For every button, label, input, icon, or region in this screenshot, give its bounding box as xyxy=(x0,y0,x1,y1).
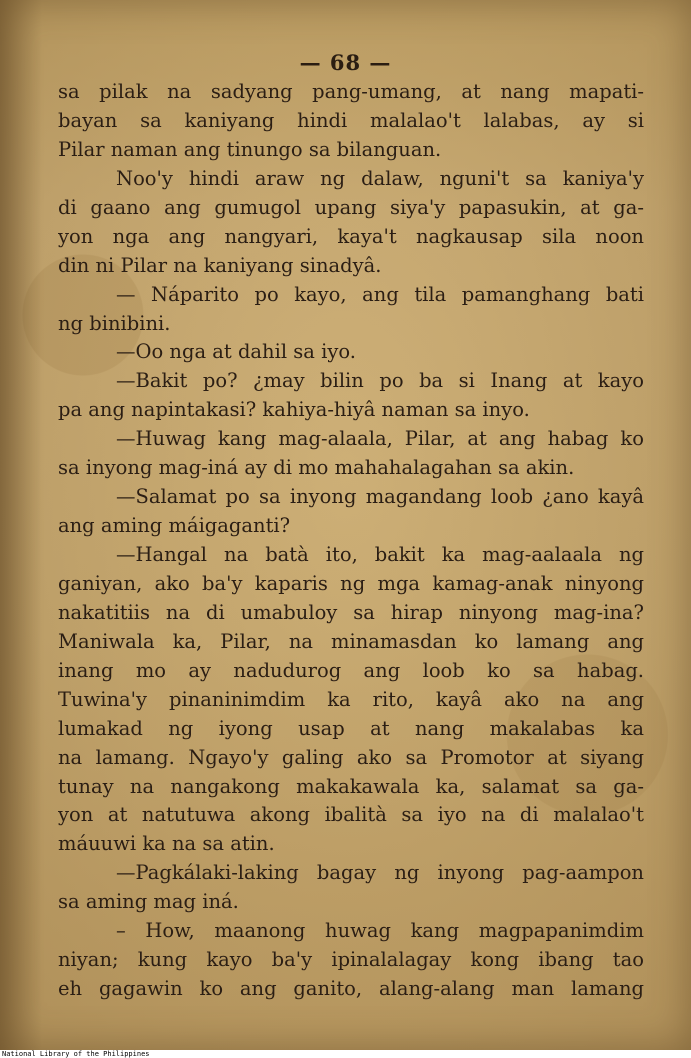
text-line: yon nga ang nangyari, kaya't nagkausap sila noon xyxy=(58,224,644,248)
text-line: ang aming máigaganti? xyxy=(58,514,291,538)
text-line: – How, maanong huwag kang magpapanimdim xyxy=(116,919,644,943)
text-line: lumakad ng iyong usap at nang makalabas ka xyxy=(58,716,644,740)
text-line: máuuwi ka na sa atin. xyxy=(58,832,275,856)
text-line: eh gagawin ko ang ganito, alang-alang man lamang xyxy=(58,977,644,1001)
text-line: bayan sa kaniyang hindi malalao't lalabas, ay si xyxy=(58,108,644,132)
text-line: —Bakit po? ¿may bilin po ba si Inang at kayo xyxy=(116,369,644,393)
text-line: Pilar naman ang tinungo sa bilanguan. xyxy=(58,137,442,161)
text-line: inang mo ay nadudurog ang loob ko sa habag. xyxy=(58,658,644,682)
footer-strip xyxy=(0,1050,691,1058)
text-line: ng binibini. xyxy=(58,311,171,335)
text-line: — Náparito po kayo, ang tila pamanghang bati xyxy=(116,282,644,306)
text-line: sa aming mag iná. xyxy=(58,890,239,914)
text-line: —Hangal na batà ito, bakit ka mag-aalaala ng xyxy=(116,543,644,566)
text-line: —Oo nga at dahil sa iyo. xyxy=(116,340,356,364)
text-line: Noo'y hindi araw ng dalaw, nguni't sa kaniya'y xyxy=(116,166,644,190)
text-line: sa inyong mag-iná ay di mo mahahalagahan sa akin. xyxy=(58,456,575,480)
text-line: niyan; kung kayo ba'y ipinalalagay kong ibang tao xyxy=(58,948,644,972)
text-line: di gaano ang gumugol upang siya'y papasukin, at ga- xyxy=(58,195,644,219)
text-line: Maniwala ka, Pilar, na minamasdan ko lamang ang xyxy=(58,629,644,653)
text-line: —Huwag kang mag-alaala, Pilar, at ang habag ko xyxy=(116,427,644,451)
text-line: ganiyan, ako ba'y kaparis ng mga kamag-anak ninyong xyxy=(58,571,644,595)
library-credit: National Library of the Philippines xyxy=(2,1050,150,1058)
text-line: din ni Pilar na kaniyang sinadyâ. xyxy=(58,253,382,277)
text-line: Tuwina'y pinaninimdim ka rito, kayâ ako na ang xyxy=(58,687,644,711)
text-line: na lamang. Ngayo'y galing ako sa Promotor at siyang xyxy=(58,745,644,769)
text-line: yon at natutuwa akong ibalità sa iyo na di malalao't xyxy=(58,803,644,827)
text-line: sa pilak na sadyang pang-umang, at nang mapati- xyxy=(58,80,644,103)
body-text xyxy=(58,78,644,1004)
page-number: — 68 — xyxy=(299,50,392,75)
page-binding-shadow xyxy=(0,0,42,1050)
text-line: nakatitiis na di umabuloy sa hirap ninyong mag-ina? xyxy=(58,600,644,624)
text-line: —Salamat po sa inyong magandang loob ¿ano kayâ xyxy=(116,485,644,509)
text-line: pa ang napintakasi? kahiya-hiyâ naman sa inyo. xyxy=(58,398,530,422)
text-line: —Pagkálaki-laking bagay ng inyong pag-aampon xyxy=(116,861,644,885)
text-line: tunay na nangakong makakawala ka, salamat sa ga- xyxy=(58,774,644,798)
